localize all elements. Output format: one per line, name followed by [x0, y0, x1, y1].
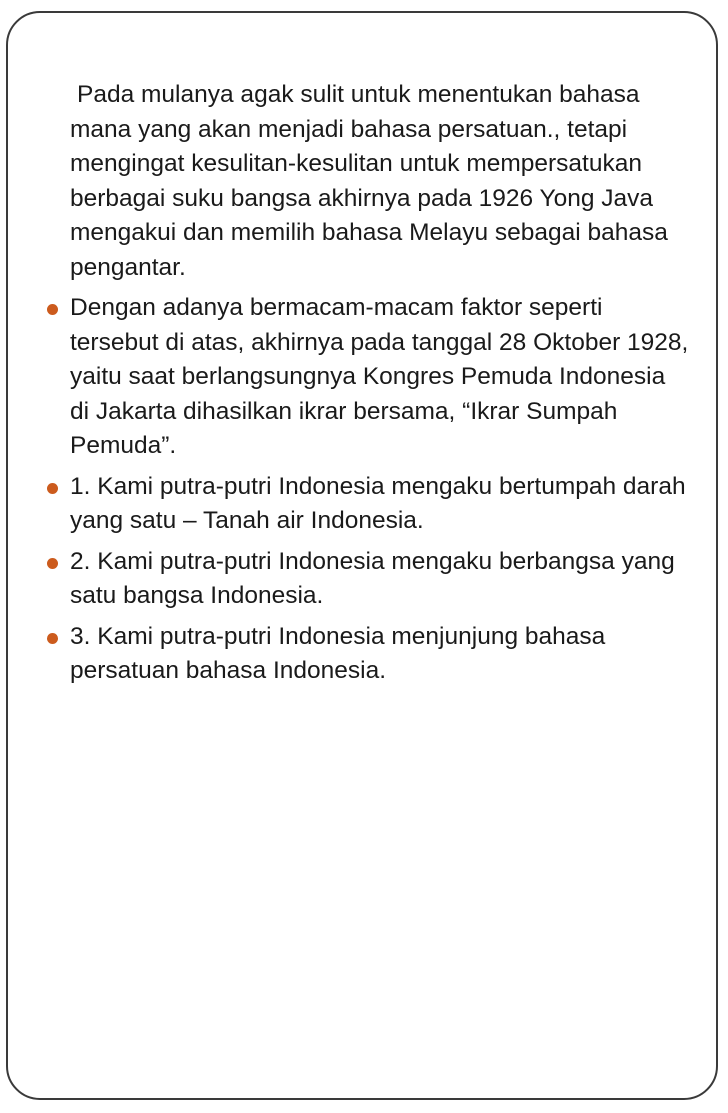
bullet-item-4 [20, 620, 690, 689]
intro-paragraph [20, 78, 690, 285]
intro-text: Pada mulanya agak sulit untuk menentukan bahasa mana yang akan menjadi bahasa persatuan., tetapi mengingat kesulitan-kesulitan untuk mempersatukan berbagai suku bangsa akhirnya pada 1926 Yong Java mengakui dan memilih bahasa Melayu sebagai bahasa pengantar. [70, 81, 668, 281]
bullet-dot-icon [47, 558, 58, 569]
bullet-text: 2. Kami putra-putri Indonesia mengaku berbangsa yang satu bangsa Indonesia. [70, 547, 675, 609]
bullet-dot-icon [47, 304, 58, 315]
bullet-item-3 [20, 545, 690, 614]
slide-body [20, 78, 690, 695]
bullet-text: Dengan adanya bermacam-macam faktor seperti tersebut di atas, akhirnya pada tanggal 28 Oktober 1928, yaitu saat berlangsungnya Kongres Pemuda Indonesia di Jakarta dihasilkan ikrar bersama, “Ikrar Sumpah Pemuda”. [70, 294, 689, 459]
bullet-item-2 [20, 470, 690, 539]
bullet-dot-icon [47, 483, 58, 494]
bullet-text: 1. Kami putra-putri Indonesia mengaku bertumpah darah yang satu – Tanah air Indonesia. [70, 472, 686, 534]
bullet-item-1 [20, 291, 690, 464]
bullet-dot-icon [47, 633, 58, 644]
bullet-text: 3. Kami putra-putri Indonesia menjunjung bahasa persatuan bahasa Indonesia. [70, 622, 606, 684]
